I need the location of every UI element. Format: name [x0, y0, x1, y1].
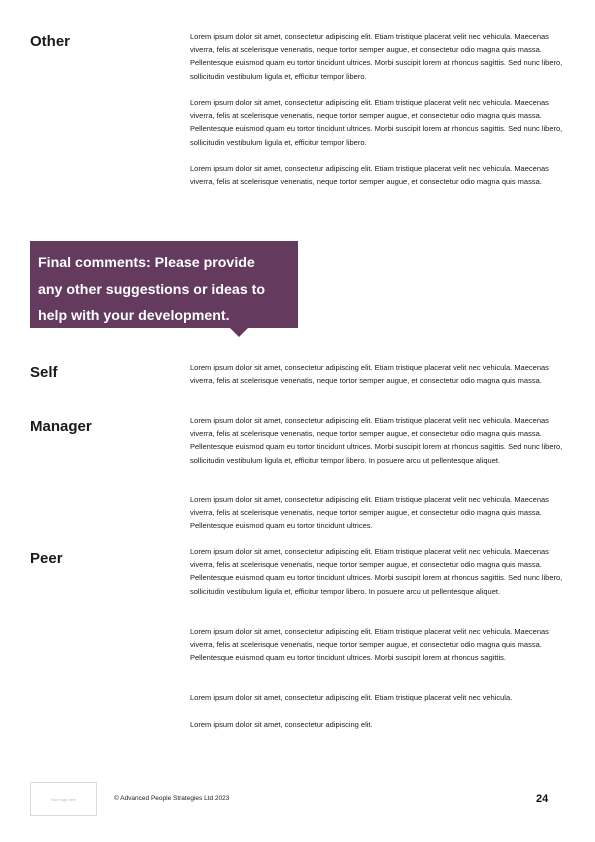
section-label-self: Self	[30, 364, 58, 381]
final-comments-callout	[30, 241, 298, 328]
callout-line-2: any other suggestions or ideas to	[38, 281, 266, 298]
callout-pointer	[230, 328, 248, 337]
manager-paragraph-1: Lorem ipsum dolor sit amet, consectetur adipiscing elit. Etiam tristique placerat velit nec vehicula. Maecenas viverra, felis at scelerisque venenatis, neque tortor semper augue, et consectetur odio magna quis massa. Pellentesque euismod quam eu tortor tincidunt ultrices. Morbi suscipit lorem at rhoncus sagittis. Sed nunc libero, sollicitudin vestibulum ligula et, efficitur tempor libero. In posuere arcu ut pellentesque aliquet.	[190, 416, 563, 465]
self-paragraph-1: Lorem ipsum dolor sit amet, consectetur adipiscing elit. Etiam tristique placerat velit nec vehicula. Maecenas viverra, felis at scelerisque venenatis, neque tortor semper augue, et consectetur odio magna quis massa.	[190, 363, 549, 386]
manager-paragraph-2: Lorem ipsum dolor sit amet, consectetur adipiscing elit. Etiam tristique placerat velit nec vehicula. Maecenas viverra, felis at scelerisque venenatis, neque tortor semper augue, et consectetur odio magna quis massa. Pellentesque euismod quam eu tortor tincidunt ultrices.	[190, 495, 549, 531]
callout-line-3: help with your development.	[38, 308, 230, 324]
section-label-peer: Peer	[30, 550, 63, 567]
other-paragraph-1: Lorem ipsum dolor sit amet, consectetur adipiscing elit. Etiam tristique placerat velit nec vehicula. Maecenas viverra, felis at scelerisque venenatis, neque tortor semper augue, et consectetur odio magna quis massa. Pellentesque euismod quam eu tortor tincidunt ultrices. Morbi suscipit lorem at rhoncus sagittis. Sed nunc libero, sollicitudin vestibulum ligula et, efficitur tempor libero.	[190, 32, 563, 81]
other-paragraph-3: Lorem ipsum dolor sit amet, consectetur adipiscing elit. Etiam tristique placerat velit nec vehicula. Maecenas viverra, felis at scelerisque venenatis, neque tortor semper augue, et consectetur odio magna quis massa.	[190, 164, 549, 187]
peer-paragraph-3: Lorem ipsum dolor sit amet, consectetur adipiscing elit. Etiam tristique placerat velit nec vehicula.	[190, 693, 513, 702]
callout-line-1: Final comments: Please provide	[38, 255, 255, 271]
logo-placeholder	[30, 782, 97, 816]
copyright-text: © Advanced People Strategies Ltd 2023	[114, 795, 230, 802]
section-label-manager: Manager	[30, 418, 92, 435]
other-paragraph-2: Lorem ipsum dolor sit amet, consectetur adipiscing elit. Etiam tristique placerat velit nec vehicula. Maecenas viverra, felis at scelerisque venenatis, neque tortor semper augue, et consectetur odio magna quis massa. Pellentesque euismod quam eu tortor tincidunt ultrices. Morbi suscipit lorem at rhoncus sagittis. Sed nunc libero, sollicitudin vestibulum ligula et, efficitur tempor libero.	[190, 98, 563, 147]
logo-placeholder-text: Your logo here	[50, 796, 77, 802]
page-number: 24	[536, 793, 549, 805]
peer-paragraph-1: Lorem ipsum dolor sit amet, consectetur adipiscing elit. Etiam tristique placerat velit nec vehicula. Maecenas viverra, felis at scelerisque venenatis, neque tortor semper augue, et consectetur odio magna quis massa. Pellentesque euismod quam eu tortor tincidunt ultrices. Morbi suscipit lorem at rhoncus sagittis. Sed nunc libero, sollicitudin vestibulum ligula et, efficitur tempor libero. In posuere arcu ut pellentesque aliquet.	[190, 547, 563, 596]
peer-paragraph-2: Lorem ipsum dolor sit amet, consectetur adipiscing elit. Etiam tristique placerat velit nec vehicula. Maecenas viverra, felis at scelerisque venenatis, neque tortor semper augue, et consectetur odio magna quis massa. Pellentesque euismod quam eu tortor tincidunt ultrices. Morbi suscipit lorem at rhoncus sagittis.	[190, 627, 549, 663]
peer-paragraph-4: Lorem ipsum dolor sit amet, consectetur adipiscing elit.	[190, 720, 373, 729]
section-label-other: Other	[30, 33, 71, 50]
